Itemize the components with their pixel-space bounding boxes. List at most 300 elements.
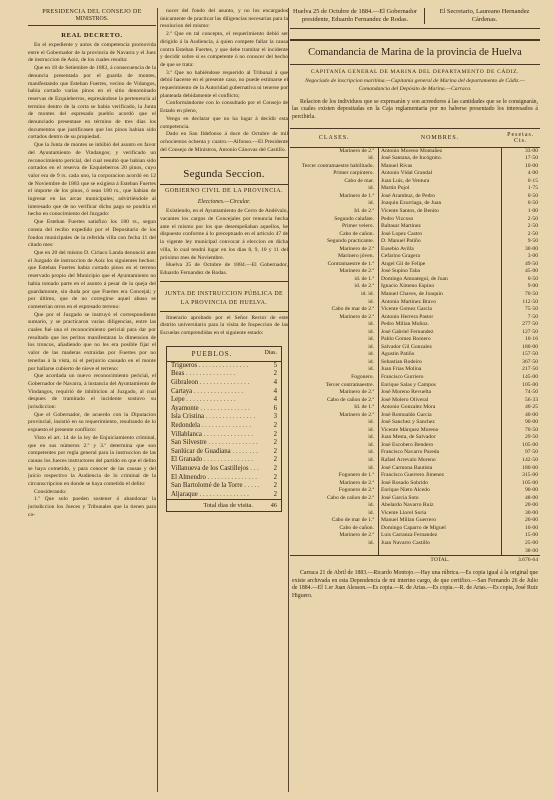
name-cell: Agustin Patiño: [379, 351, 502, 359]
amount-cell: 17·50: [524, 155, 538, 162]
name-cell: Baltasar Martinez: [379, 223, 502, 231]
table-row: [290, 329, 540, 337]
amount-cell: 4·00: [527, 170, 538, 177]
table-row: [290, 155, 540, 163]
table-row: [290, 412, 540, 420]
rank-cell: Cabo de cañon de 2.ª: [326, 396, 374, 403]
name-cell: José Romualdo Garcia: [379, 412, 502, 420]
pueblo-name: Lepe . . .: [171, 396, 259, 405]
table-row: [290, 419, 540, 427]
rank-cell: Marinero de 2.ª: [339, 479, 374, 486]
amount-cell: 10·00: [524, 524, 538, 531]
paragraph: En el expediente y autos de competencia promovida entre el Gobernador de la provincia de Navarra y el Juez de instruccion de Aoiz, de los cuales resulta:: [28, 42, 156, 64]
table-row: [290, 216, 540, 224]
table-row: [290, 321, 540, 329]
pueblo-row: [167, 491, 281, 500]
rank-cell: Marinero de 2.ª: [339, 389, 374, 396]
amount-cell: 3·00: [527, 253, 538, 260]
rank-cell: Cabo de cañon de 2.ª: [326, 494, 374, 501]
table-row: [290, 374, 540, 382]
rank-cell: Marinero de 1.ª: [339, 192, 374, 199]
name-cell: Francisco Guerrero Jimenez: [379, 472, 502, 480]
amount-cell: 9·00: [527, 283, 538, 290]
amount-cell: 74·50: [524, 389, 538, 396]
table-row: [290, 223, 540, 231]
amount-cell: 90·00: [524, 487, 538, 494]
amount-cell: 10·00: [524, 162, 538, 169]
rank-cell: id.: [368, 457, 374, 464]
pueblo-name: Cartaya . . .: [171, 388, 259, 397]
pueblo-row: [167, 482, 281, 491]
table-row: [290, 344, 540, 352]
pueblo-row: [167, 388, 281, 397]
table-row: [290, 449, 540, 457]
table-row: [290, 525, 540, 533]
gov-title: GOBIERNO CIVIL DE LA PROVINCIA.: [164, 188, 284, 195]
name-cell: Antonio Vidal Grandal: [379, 170, 502, 178]
table-row: [290, 185, 540, 193]
paragraph: Itinerario aprobado por el Señor Rector de este distrito universitario para la visita de Inspeccion de las Escuelas comprendidas en el siguiente estado:: [160, 314, 288, 337]
paragraph: Considerando:: [34, 488, 67, 495]
governor-signature: Huelva 25 de Octubre de 1884.—El Gobernador presidente, Eduardo Fernandez de Rodas.: [290, 8, 425, 24]
rule: [28, 25, 156, 26]
paragraph: nocer del fondo del asunto, y no los encargados únicamente de practicar las diligencias necesarias para la resolucion del mismo:: [160, 8, 288, 30]
table-row: [290, 517, 540, 525]
pueblo-row: [167, 405, 281, 414]
table-row: [290, 472, 540, 480]
pueblo-name: San Silvestre . . .: [171, 439, 259, 448]
name-cell: Manuel Millan Guerrero: [379, 517, 502, 525]
pueblos-header: PUEBLOS.: [191, 349, 233, 358]
name-cell: Vicente Santos, de Benito: [379, 208, 502, 216]
amount-cell: 315·00: [522, 472, 538, 479]
amount-cell: 56·33: [524, 396, 538, 403]
name-cell: Enrique Salas y Campos: [379, 382, 502, 390]
amount-cell: 105·00: [522, 381, 538, 388]
name-cell: José Moreno Revuelta: [379, 389, 502, 397]
paragraph: Vengo en declarar que no ha lugar á decidir esta competencia.: [160, 115, 288, 130]
rank-cell: Id. de 2.ª: [354, 207, 374, 214]
name-cell: Francisco Navarro Pareda: [379, 449, 502, 457]
table-row: [290, 351, 540, 359]
amount-cell: 15·00: [524, 532, 538, 539]
rank-cell: id.: [368, 464, 374, 471]
rule: [160, 311, 288, 312]
decree-title: REAL DECRETO.: [61, 32, 123, 39]
pueblo-row: [167, 362, 281, 371]
amount-cell: 367·50: [522, 358, 538, 365]
rank-cell: [290, 548, 379, 556]
amount-cell: 40·00: [524, 411, 538, 418]
rank-cell: Cabo de mar de 1.ª: [331, 517, 374, 524]
name-cell: Angel Gil de Felipe: [379, 261, 502, 269]
amount-cell: 217·50: [522, 366, 538, 373]
rank-cell: id.: [368, 336, 374, 343]
rank-cell: id.: [368, 509, 374, 516]
circular-title: Elecciones.—Circular.: [197, 199, 251, 206]
presidency-header: PRESIDENCIA DEL CONSEJO DE: [42, 8, 142, 15]
rank-cell: id. de 2.ª: [354, 283, 374, 290]
name-cell: Manuel Rivas: [379, 163, 502, 171]
amount-cell: 0·15: [527, 177, 538, 184]
name-cell: José Molero Oliveral: [379, 397, 502, 405]
rank-cell: Marinero de 2.ª: [339, 532, 374, 539]
paragraph: Que el Gobernador, de acuerdo con la Diputacion provincial, insistió en su requerimiento, resultando de lo expuesto el presente conflicto:: [28, 411, 156, 434]
pueblo-name: El Granado . . .: [171, 456, 259, 465]
name-cell: José Gabriel Fernandez: [379, 329, 502, 337]
middle-column: [160, 8, 288, 794]
rank-cell: id.: [368, 351, 374, 358]
rank-cell: Marinero de 2.ª: [339, 268, 374, 275]
pueblo-days: 4: [273, 378, 277, 386]
pueblo-name: Aljaraque . . .: [171, 491, 259, 500]
rank-cell: Segundo practicante.: [327, 238, 374, 245]
amount-cell: 1·00: [527, 207, 538, 214]
amount-cell: 127·50: [522, 328, 538, 335]
name-cell: José Lopez Castro: [379, 231, 502, 239]
secretary-signature: El Secretario, Laureano Hernandez Cárdenas.: [439, 8, 530, 24]
pueblo-name: Gibraleon . . .: [171, 379, 259, 388]
rank-cell: Tercer contramaestre habilitado.: [301, 162, 374, 169]
name-cell: José Sanchez y Sanchez: [379, 419, 502, 427]
itinerary-intro: [160, 315, 288, 338]
amount-cell: 33·00: [524, 147, 538, 154]
pueblo-row: [167, 439, 281, 448]
paragraph: 2.º Que en tal concepto, el requerimiento debió ser dirigido á la Audiencia, á quien compete fallar la causa contra Esteban Fuertes, y que debe tramitar el incidente y decidir sobre si es competente ó no conocer del hecho de que se trata:: [160, 31, 288, 68]
days-header: Dias.: [264, 349, 277, 356]
pueblo-row: [167, 422, 281, 431]
table-row: [290, 231, 540, 239]
amount-cell: 9·50: [527, 238, 538, 245]
table-row: [290, 268, 540, 276]
rank-cell: id.: [368, 200, 374, 207]
amount-cell: 157·50: [522, 351, 538, 358]
rank-cell: Cabo de cañon.: [339, 524, 374, 531]
negociado-text: Negociado de inscripcion marítima.—Capitanía general de Marina del departamento de Cádiz.—Comandancia del Depósito de Marina.—Carraca.: [305, 78, 525, 92]
name-cell: Juan Mesta, de Salvador: [379, 434, 502, 442]
amount-cell: 2·50: [527, 215, 538, 222]
table-row: [290, 480, 540, 488]
table-row: [290, 548, 540, 556]
section-title: Segunda Seccion.: [183, 168, 265, 181]
paragraph: Dado en San Ildefonso á doce de Octubre de mil ochocientos ochenta y cuatro.—Alfonso.—El Presidente del Consejo de Ministros, Antonio Cánovas del Castillo.: [160, 131, 288, 153]
table-row: [290, 291, 540, 299]
rank-cell: Marinero de 2.ª: [339, 313, 374, 320]
amount-cell: 30·00: [524, 509, 538, 516]
pueblo-name: Beas . . .: [171, 370, 259, 379]
table-row: [290, 193, 540, 201]
rank-cell: id.: [368, 155, 374, 162]
amount-cell: 97·50: [524, 449, 538, 456]
paragraph: Que en 18 de Setiembre de 1883, á consecuencia de la denuncia presentada por el guarda de montes, manifestando que Esteban Fuertes, vecino de Vidangos, habia cortado varias pinos en el sitio denominado reservas de Ezquieberros, espresándose la pertenencia al termino dentro de la corta se habia verificado, la Junta de montes del espresado pueblo acordó que el denunciado presentase en término de tres dias los documentos que justificasen que los pinos habian sido cortados dentro de su propiedad.: [28, 65, 156, 141]
rank-cell: id.: [368, 358, 374, 365]
paragraph: 3.º Que no habiéndose requerido al Tribunal á que debió hacerse en el presente caso, no puede estimarse el requerimiento de la Autoridad gubernativa ni tenerse por planteada debidamente el conflicto;: [160, 69, 288, 99]
pueblo-days: 2: [273, 421, 277, 429]
rank-cell: id.: [368, 540, 374, 547]
amount-cell: 70·50: [524, 290, 538, 297]
rank-cell: Marinero jóven.: [337, 253, 374, 260]
name-cell: Vicente Gomez Garcia: [379, 306, 502, 314]
total-days-value: 46: [270, 502, 277, 510]
rank-cell: id.: [368, 502, 374, 509]
amount-cell: 75·50: [524, 306, 538, 313]
pueblo-name: Ayamonte . . .: [171, 405, 259, 414]
table-row: [290, 246, 540, 254]
certification-text: Carraca 21 de Abril de 1883.—Ricardo Montojo.—Hay una rúbrica.—Es copia igual á la original que existe archivada en esta Dependencia de mi interino cargo, de que certifico.—San Fernando 26 de Julio de 1884.—El 1.er Juan Alesson.—Es copia.—R. de Arias.—Es copia.—R. de Arias.—Es copia, José Ruiz Higuero.: [292, 570, 538, 599]
rank-cell: Segundo calafate.: [334, 215, 374, 222]
rank-cell: Fogonero de 2.ª: [338, 487, 374, 494]
rank-cell: id.: [368, 321, 374, 328]
pueblo-days: 4: [273, 396, 277, 404]
pueblo-days: 2: [273, 370, 277, 378]
rank-cell: id.: [368, 441, 374, 448]
name-cell: José Santana, de Incógnito.: [379, 155, 502, 163]
junta-title: JUNTA DE INSTRUCCION PÚBLICA DE LA PROVINCIA DE HUELVA.: [164, 290, 284, 306]
name-cell: José Carmona Bautista: [379, 465, 502, 473]
pueblo-name: Isla Cristina . . .: [171, 413, 259, 422]
table-row: [290, 261, 540, 269]
rank-cell: Tercer contramaestre.: [325, 381, 374, 388]
table-row: [290, 178, 540, 186]
rank-cell: id.: [368, 185, 374, 192]
rank-cell: id.: [368, 426, 374, 433]
name-cell: Pedro Vizcoso: [379, 216, 502, 224]
relacion-text: Relacion de los individuos que se expresarán y son acreedores á las cantidades que se le consignarán, las cuales existen depositadas en la Caja reglamentaria por no haberse presentado los interesados á percibirla.: [292, 98, 538, 120]
amount-cell: 0·50: [527, 275, 538, 282]
rank-cell: id.: [368, 419, 374, 426]
amount-cell: 25·00: [524, 540, 538, 547]
name-cell: Salvador Gil Gonzalez: [379, 344, 502, 352]
table-row: [290, 465, 540, 473]
name-cell: Cefarino Gragera: [379, 253, 502, 261]
paragraph: Visto el art. 14 de la ley de Enjuiciamiento criminal, que en sus números 2.º y 3.º determina que son competentes por regla general para la instruccion de las causas los Jueces instructores del partido en que el delito se haya cometido, y para conocer de las causas y del juicio respectivo la Audiencia de lo criminal de la circunscripcion en donde se haya cometido el delito:: [28, 434, 156, 488]
table-row: [290, 532, 540, 540]
amount-cell: 105·00: [522, 441, 538, 448]
table-row: [290, 276, 540, 284]
name-cell: Juan Navarro Castillo: [379, 540, 502, 548]
name-cell: José Supino Taba: [379, 268, 502, 276]
amount-cell: 20·00: [524, 517, 538, 524]
pueblo-row: [167, 456, 281, 465]
table-row: [290, 253, 540, 261]
name-cell: José Garcia Soto: [379, 495, 502, 503]
rank-cell: id. id.: [361, 290, 374, 297]
rule: [160, 157, 288, 158]
pueblo-days: 2: [273, 439, 277, 447]
amount-cell: 0·50: [527, 200, 538, 207]
name-cell: Ignacio Ximeno Espino: [379, 283, 502, 291]
pueblo-name: Redondela . . .: [171, 422, 259, 431]
rank-cell: Marinero de 2.ª: [339, 245, 374, 252]
name-cell: Antonio Martinez Bravo: [379, 299, 502, 307]
table-row: [290, 404, 540, 412]
name-cell: Pablo Gomez Romero: [379, 336, 502, 344]
pueblo-name: San Bartolomé de la Torre . . .: [171, 482, 259, 491]
table-row: [290, 208, 540, 216]
name-cell: Sebastian Rodeiro: [379, 359, 502, 367]
table-row: [290, 434, 540, 442]
right-column: [290, 8, 540, 794]
amount-cell: 1·75: [527, 185, 538, 192]
rank-cell: Primer carpintero.: [333, 170, 374, 177]
paragraph: Huelva 25 de Octubre de 1884.—El Gobernador, Eduardo Fernandez de Rodas.: [160, 262, 288, 276]
paragraph: Existiendo, en el Ayuntamiento de Cerro de Andévalo, vacantes los cargos de Concejales por renuncia hecha ante el mismo por los que desempeñaban aquellos, he dispuesto conforme á lo preceptuado en el articulo 47 de la vigente ley municipal convocar á eleccion en dicha villa, lo cual tendrá lugar en los dias 8, 9, 10 y 11 del próximo mes de Noviembre.: [160, 208, 288, 261]
pueblo-days: 2: [273, 482, 277, 490]
amount-cell: 90·00: [524, 419, 538, 426]
rank-cell: Marinero de 2.ª: [339, 147, 374, 154]
amount-cell: 145·00: [522, 374, 538, 380]
signature-box: [290, 8, 540, 29]
name-cell: Manuel Chaves, de Joaquin: [379, 291, 502, 299]
name-cell: Rafael Arrevalo Moreno: [379, 457, 502, 465]
comandancia-title: Comandancia de Marina de la provincia de Huelva: [290, 39, 540, 58]
name-cell: José Escobero Bendero: [379, 442, 502, 450]
table-row: [290, 502, 540, 510]
name-cell: Antonio Herrera Pastor: [379, 314, 502, 322]
table-row: [290, 147, 540, 155]
table-row: [290, 487, 540, 495]
amount-cell: 10·16: [524, 336, 538, 343]
decree-continuation: [160, 8, 288, 154]
name-cell: Domingo Amoategui, de Juan: [379, 276, 502, 284]
pueblo-days: 5: [273, 361, 277, 369]
rank-cell: Marinero de 2.ª: [339, 411, 374, 418]
name-cell: Domingo Caparro de Miguel: [379, 525, 502, 533]
capitania-title: CAPITANÍA GENERAL DE MARINA DEL DEPARTAMENTO DE CÁDIZ.: [290, 64, 540, 75]
column-divider: [288, 8, 289, 792]
amount-cell: 29·50: [524, 434, 538, 441]
table-row: [290, 540, 540, 548]
rank-cell: Cabo de mar.: [344, 177, 374, 184]
circular-body: [160, 208, 288, 277]
table-row: [290, 238, 540, 246]
amount-cell: 180·00: [522, 343, 538, 350]
pueblo-name: Trigueros . . .: [171, 362, 259, 371]
name-cell: Abelardo Navarro Ruiz: [379, 502, 502, 510]
presidency-subheader: MINISTROS.: [75, 16, 109, 22]
paragraph: 1.º Que solo pueden sostener ó abandonar la jurisdiccion los Jueces y Tribunales que la tienen para co-: [28, 496, 156, 518]
table-row: [290, 389, 540, 397]
creditors-table: [290, 128, 540, 566]
name-cell: Luis Carranza Fernandez: [379, 532, 502, 540]
amount-cell: 7·50: [527, 313, 538, 320]
pueblo-row: [167, 474, 281, 483]
name-cell: Antonio Gonzalez Mora: [379, 404, 502, 412]
amount-cell: 40·25: [524, 404, 538, 411]
name-cell: Antonio Moreno Montañez: [379, 147, 502, 155]
rank-cell: Fogonero.: [351, 374, 374, 380]
name-cell: Vicente Llorel Soria: [379, 510, 502, 518]
table-row: [290, 427, 540, 435]
pueblo-days: 2: [273, 456, 277, 464]
amount-cell: 30·00: [524, 245, 538, 252]
pueblo-days: 2: [273, 430, 277, 438]
pueblo-name: Sanlúcar de Guadiana . . .: [171, 448, 259, 457]
rank-cell: Cabo de cañon.: [339, 230, 374, 237]
amount-cell: 277·50: [522, 321, 538, 328]
pueblo-days: 3: [273, 413, 277, 421]
amount-cell: 112·50: [522, 298, 538, 305]
rank-cell: id.: [368, 328, 374, 335]
rule: [160, 281, 288, 282]
pueblo-row: [167, 413, 281, 422]
rank-cell: id.: [368, 366, 374, 373]
paragraph: Que la Junta de montes se inhibió del asunto en favor del Ayuntamiento de Vindangos; y verificado un reconocimiento pericial, del cual resultó que habian sido cortados en el reserva de Ezquieberros 20 pinos, cuyo valor era de 9 rs. cada uno, la corporacion acordó en 12 de Noviembre de 1883 que se exigiera á Esteban Fuertes el importe de los pinos, ó sean 180 rs., que habian de ingresar en las arcas municipales; advirtiéndole al interesado que de no verificar dicho pago se pondria el hecho en conocimiento del Juzgado:: [28, 142, 156, 218]
name-cell: Pedro Millan Muñoz.: [379, 321, 502, 329]
rank-cell: Primer velero.: [342, 223, 374, 230]
amount-cell: 20·00: [524, 502, 538, 509]
total-value: 3.676·64: [502, 556, 541, 566]
name-cell: José Rosado Sobrido: [379, 480, 502, 488]
col-nombres: NOMBRES.: [379, 128, 502, 147]
pueblo-row: [167, 396, 281, 405]
pueblo-name: El Almendro . . .: [171, 474, 259, 483]
rule: [160, 184, 288, 185]
table-row: [290, 299, 540, 307]
paragraph: Conformándome con lo consultado por el Consejo de Estado en pleno,: [160, 100, 288, 115]
rank-cell: id.: [368, 434, 374, 441]
table-row: [290, 397, 540, 405]
rank-cell: id.: [368, 298, 374, 305]
name-cell: Vicente Márquez Moreno: [379, 427, 502, 435]
amount-cell: 2·50: [527, 230, 538, 237]
pueblo-row: [167, 465, 281, 474]
rank-cell: id. de 1.ª: [354, 275, 374, 282]
rank-cell: Cabo de mar de 2.ª: [331, 306, 374, 313]
col-clases: CLASES.: [290, 128, 379, 147]
paragraph: Que por el Juzgado se instruyó el correspondiente sumario, y se practicaron varias diligencias, entre las cuales fué una el reconocimiento pericial para dar por resultado que los peritos manifestaran la dimension de los troncos, añadiendo que no les era posible fijar el valor de las maderas extraidas por Fuertes por no tenerlas á la vista, ni el perjuicio causado en el monte por hallarse cubierto de nieve el terreno:: [28, 311, 156, 372]
pueblo-days: 2: [273, 490, 277, 498]
pueblo-name: Villanueva de los Castillejos . . .: [171, 465, 259, 474]
amount-cell: 70·50: [524, 426, 538, 433]
amount-cell: 0·50: [527, 192, 538, 199]
amount-cell: 38·00: [524, 547, 538, 554]
rank-cell: Contramaestre de 1.ª: [327, 260, 374, 267]
pueblo-days: 2: [273, 447, 277, 455]
table-row: [290, 359, 540, 367]
paragraph: Que Esteban Fuertes satisfizo los 180 rs., segun consta del recibo expedido por el Depositario de los fondos municipales de la referida villa con fecha 11 del citado mes:: [28, 219, 156, 249]
amount-cell: 180·00: [522, 464, 538, 471]
rank-cell: id.: [368, 343, 374, 350]
total-days-label: Total dias de visita.: [203, 502, 253, 510]
amount-cell: 48·00: [524, 494, 538, 501]
pueblo-name: Villablanca . . .: [171, 431, 259, 440]
table-row: [290, 366, 540, 374]
table-row: [290, 314, 540, 322]
pueblo-days: 2: [273, 473, 277, 481]
pueblo-row: [167, 370, 281, 379]
table-row: [290, 336, 540, 344]
pueblos-table: [166, 346, 282, 513]
rank-cell: Fogonero de 1.ª: [338, 472, 374, 479]
pueblo-row: [167, 379, 281, 388]
table-row: [290, 510, 540, 518]
name-cell: Juan Frias Molina: [379, 366, 502, 374]
pueblo-row: [167, 448, 281, 457]
amount-cell: 49·50: [524, 260, 538, 267]
name-cell: Joaquin Ezurriaga, de Juan: [379, 200, 502, 208]
pueblo-days: 6: [273, 404, 277, 412]
pueblo-days: 4: [273, 387, 277, 395]
name-cell: Francisco Gurriero: [379, 374, 502, 382]
rank-cell: Id. de 1.ª: [354, 404, 374, 411]
table-row: [290, 200, 540, 208]
table-row: [290, 495, 540, 503]
pueblo-days: 2: [273, 464, 277, 472]
name-cell: D. Manuel Patiño: [379, 238, 502, 246]
decree-body: [28, 42, 156, 520]
table-row: [290, 442, 540, 450]
